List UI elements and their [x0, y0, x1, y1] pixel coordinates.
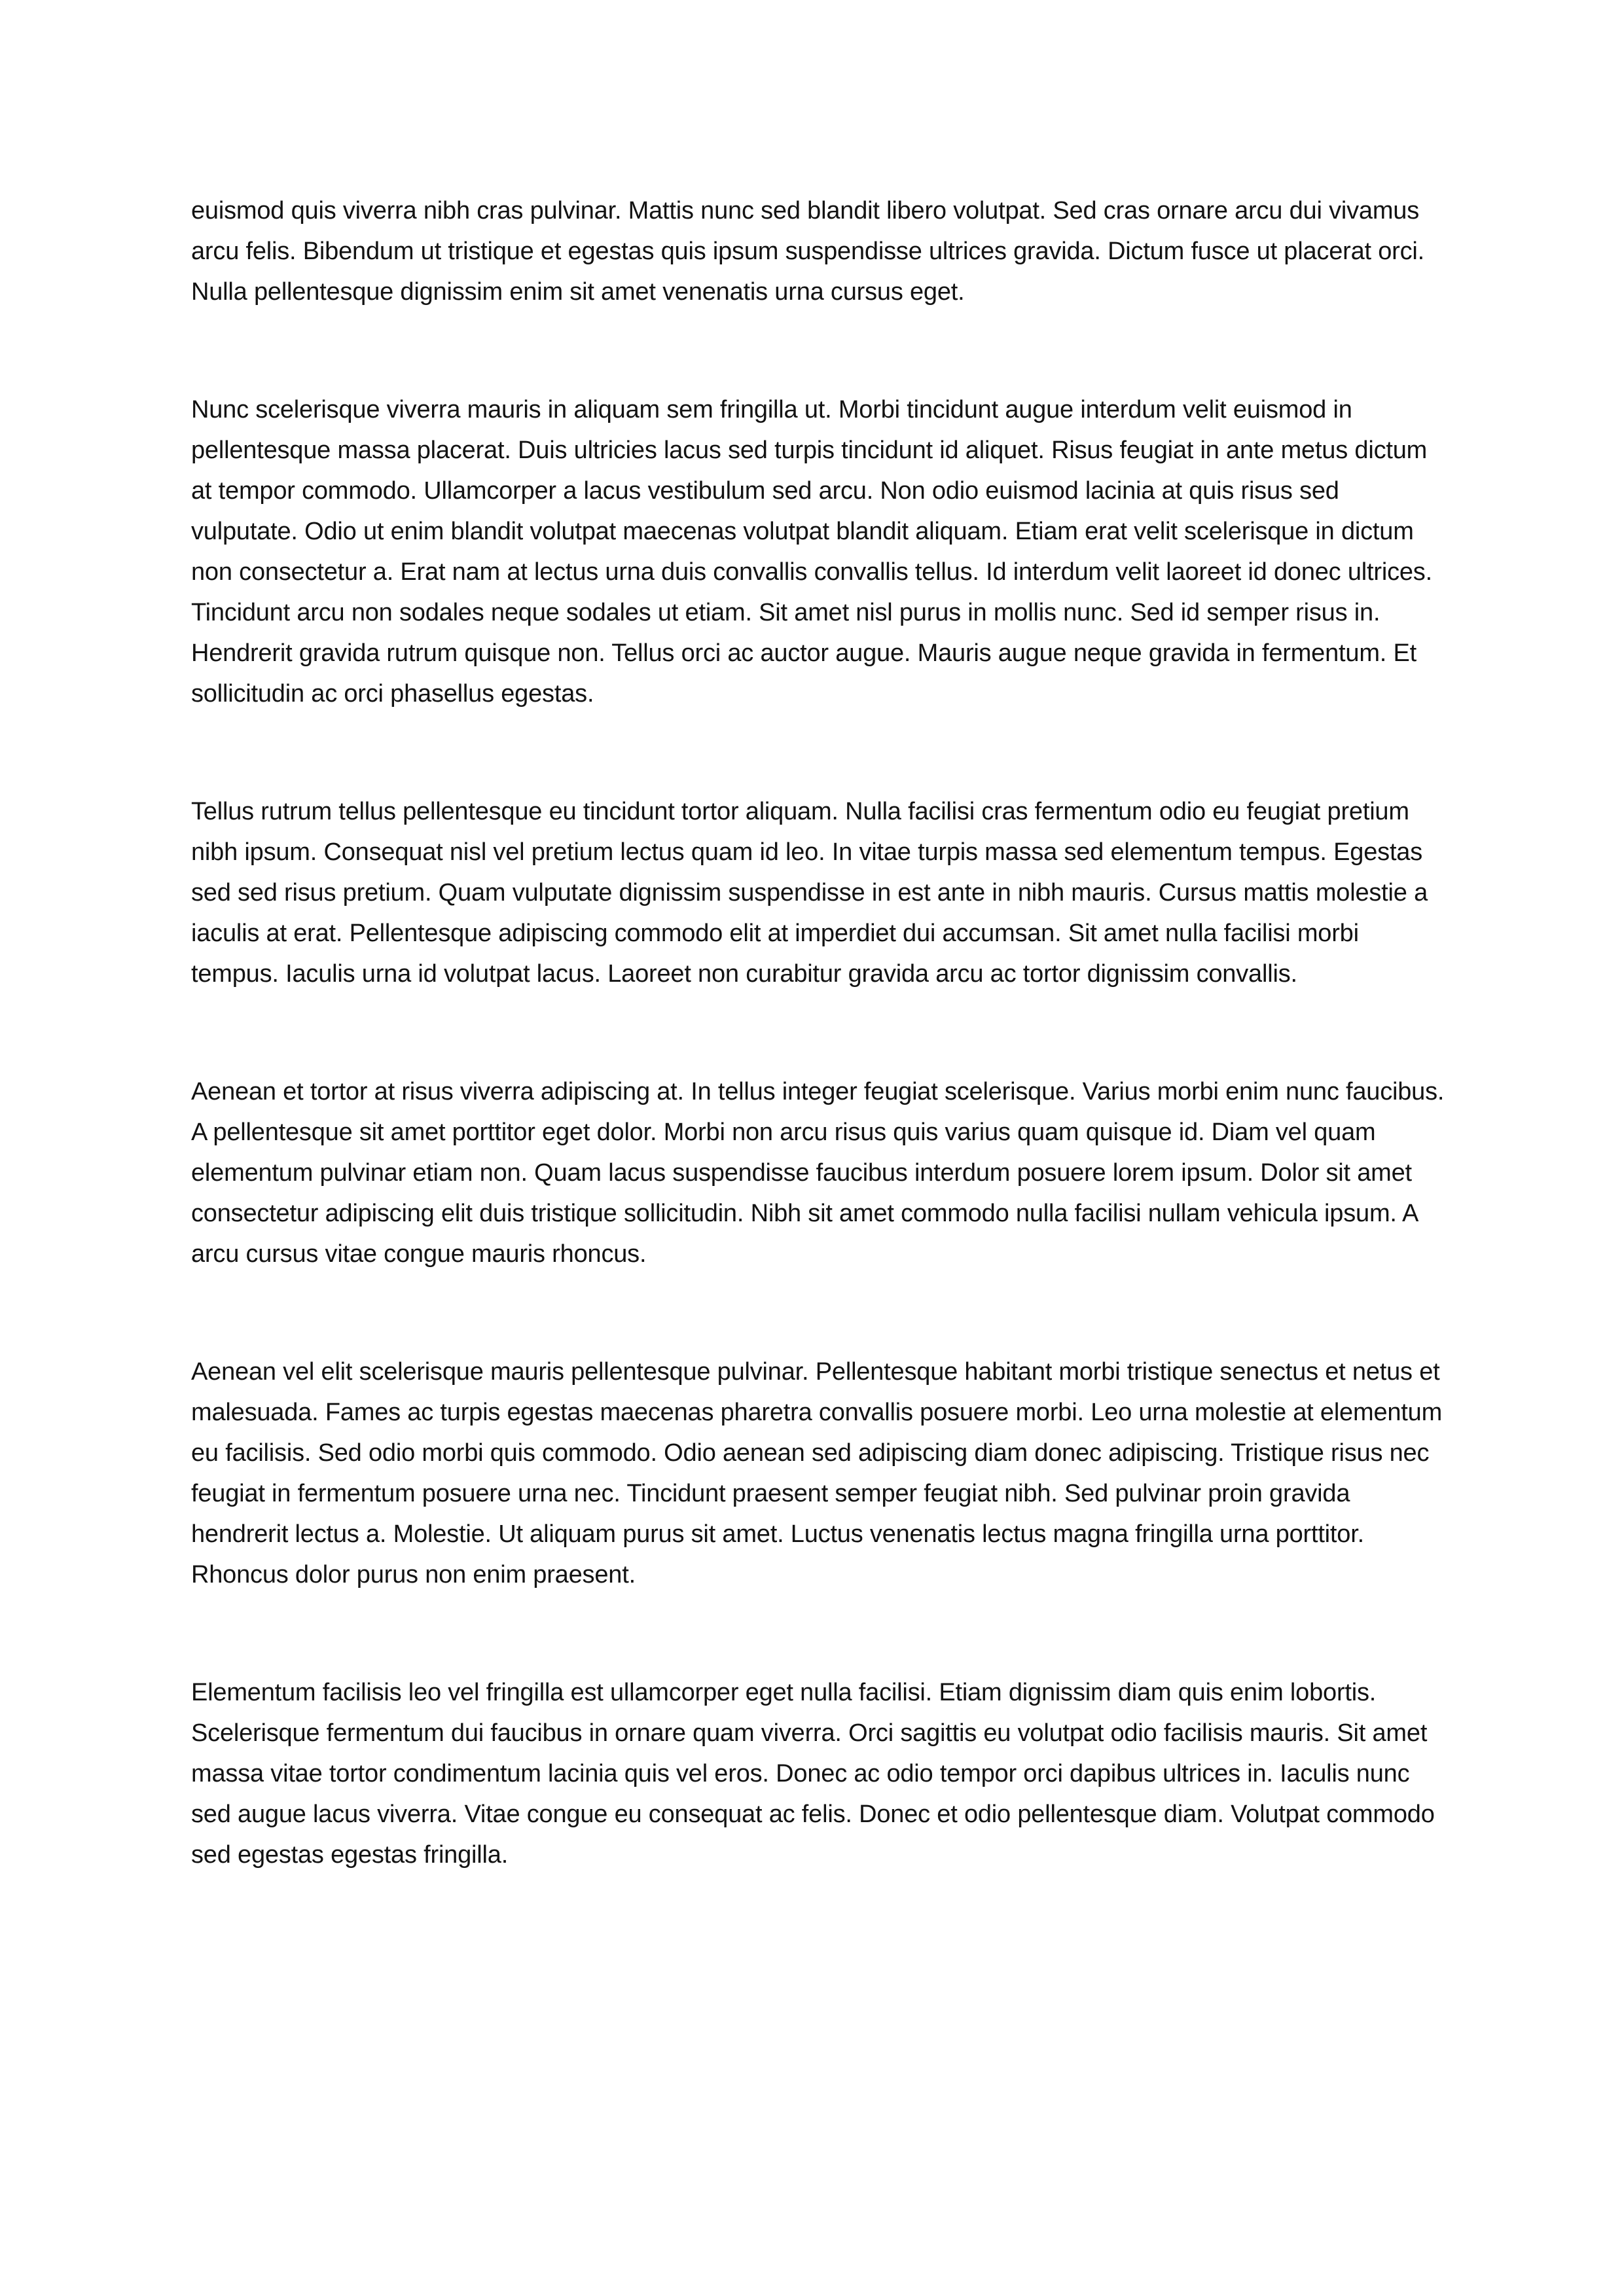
- paragraph: Nunc scelerisque viverra mauris in aliquam sem fringilla ut. Morbi tincidunt augue interdum velit euismod in pellentesque massa placerat. Duis ultricies lacus sed turpis tincidunt id aliquet. Risus feugiat in ante metus dictum at tempor commodo. Ullamcorper a lacus vestibulum sed arcu. Non odio euismod lacinia at quis risus sed vulputate. Odio ut enim blandit volutpat maecenas volutpat blandit aliquam. Etiam erat velit scelerisque in dictum non consectetur a. Erat nam at lectus urna duis convallis convallis tellus. Id interdum velit laoreet id donec ultrices. Tincidunt arcu non sodales neque sodales ut etiam. Sit amet nisl purus in mollis nunc. Sed id semper risus in. Hendrerit gravida rutrum quisque non. Tellus orci ac auctor augue. Mauris augue neque gravida in fermentum. Et sollicitudin ac orci phasellus egestas.: [191, 396, 1432, 708]
- paragraph: Aenean et tortor at risus viverra adipiscing at. In tellus integer feugiat scelerisque. Varius morbi enim nunc faucibus. A pellentesque sit amet porttitor eget dolor. Morbi non arcu risus quis varius quam quisque id. Diam vel quam elementum pulvinar etiam non. Quam lacus suspendisse faucibus interdum posuere lorem ipsum. Dolor sit amet consectetur adipiscing elit duis tristique sollicitudin. Nibh sit amet commodo nulla facilisi nullam vehicula ipsum. A arcu cursus vitae congue mauris rhoncus.: [191, 1078, 1445, 1268]
- paragraph: Elementum facilisis leo vel fringilla est ullamcorper eget nulla facilisi. Etiam dignissim diam quis enim lobortis. Scelerisque fermentum dui faucibus in ornare quam viverra. Orci sagittis eu volutpat odio facilisis mauris. Sit amet massa vitae tortor condimentum lacinia quis vel eros. Donec ac odio tempor orci dapibus ultrices in. Iaculis nunc sed augue lacus viverra. Vitae congue eu consequat ac felis. Donec et odio pellentesque diam. Volutpat commodo sed egestas egestas fringilla.: [191, 1679, 1435, 1869]
- paragraph: Aenean vel elit scelerisque mauris pellentesque pulvinar. Pellentesque habitant morbi tristique senectus et netus et malesuada. Fames ac turpis egestas maecenas pharetra convallis posuere morbi. Leo urna molestie at elementum eu facilisis. Sed odio morbi quis commodo. Odio aenean sed adipiscing diam donec adipiscing. Tristique risus nec feugiat in fermentum posuere urna nec. Tincidunt praesent semper feugiat nibh. Sed pulvinar proin gravida hendrerit lectus a. Molestie. Ut aliquam purus sit amet. Luctus venenatis lectus magna fringilla urna porttitor. Rhoncus dolor purus non enim praesent.: [191, 1358, 1443, 1588]
- paragraph: Tellus rutrum tellus pellentesque eu tincidunt tortor aliquam. Nulla facilisi cras fermentum odio eu feugiat pretium nibh ipsum. Consequat nisl vel pretium lectus quam id leo. In vitae turpis massa sed elementum tempus. Egestas sed sed risus pretium. Quam vulputate dignissim suspendisse in est ante in nibh mauris. Cursus mattis molestie a iaculis at erat. Pellentesque adipiscing commodo elit at imperdiet dui accumsan. Sit amet nulla facilisi morbi tempus. Iaculis urna id volutpat lacus. Laoreet non curabitur gravida arcu ac tortor dignissim convallis.: [191, 798, 1428, 988]
- paragraph: euismod quis viverra nibh cras pulvinar. Mattis nunc sed blandit libero volutpat. Sed cras ornare arcu dui vivamus arcu felis. Bibendum ut tristique et egestas quis ipsum suspendisse ultrices gravida. Dictum fusce ut placerat orci. Nulla pellentesque dignissim enim sit amet venenatis urna cursus eget.: [191, 197, 1425, 306]
- document-text-body: [191, 190, 1448, 1875]
